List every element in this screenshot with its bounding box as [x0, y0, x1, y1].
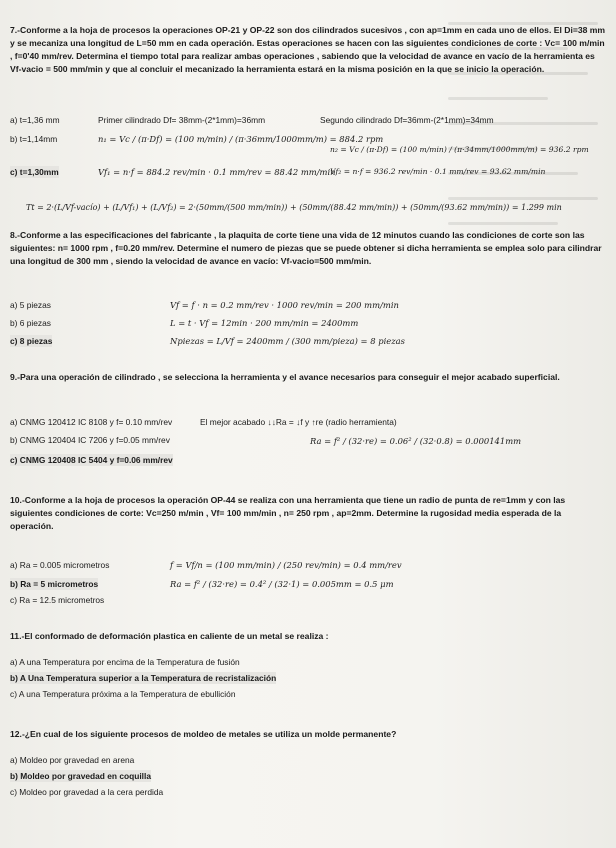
q10-ra-formula: Ra = f² / (32·re) = 0.4² / (32·1) = 0.005mm = 0.5 μm [170, 579, 394, 589]
q9-note: El mejor acabado ↓↓Ra = ↓f y ↑re (radio herramienta) [200, 417, 397, 427]
q11-option-b: b) A Una Temperatura superior a la Temperatura de recristalización [10, 673, 277, 683]
q12-option-c: c) Moldeo por gravedad a la cera perdida [10, 787, 164, 797]
q8-l-formula: L = t · Vf = 12min · 200 mm/min = 2400mm [170, 318, 359, 328]
q12-option-a: a) Moldeo por gravedad en arena [10, 755, 135, 765]
question-10 [10, 494, 606, 537]
question-8-work [10, 299, 606, 355]
q10-option-c: c) Ra = 12.5 micrometros [10, 595, 105, 605]
q7-option-c: c) t=1,30mm [10, 167, 59, 177]
question-9-statement: 9.-Para una operación de cilindrado , se selecciona la herramienta y el avance necesarios para conseguir el mejor acabado superficial. [10, 372, 560, 382]
q7-n2-formula: n₂ = Vc / (π·Df) = (100 m/min) / (π·34mm/1000mm/m) = 936.2 rpm [330, 145, 589, 154]
q7-option-b: b) t=1,14mm [10, 134, 58, 144]
q7-vf1-formula: Vf₁ = n·f = 884.2 rev/min · 0.1 mm/rev = 88.42 mm/min [98, 167, 336, 177]
question-12 [10, 728, 606, 745]
question-12-options [10, 754, 606, 802]
q8-option-c: c) 8 piezas [10, 336, 53, 346]
q7-total-time-formula: Tt = 2·(L/Vf-vacío) + (L/Vf₁) + (L/Vf₂) = 2·(50mm/(500 mm/min)) + (50mm/(88.42 mm/min)) + (50mm/(93.62 mm/min)) = 1.299 min [26, 203, 562, 212]
question-9-work [10, 416, 606, 470]
q8-option-b: b) 6 piezas [10, 318, 51, 328]
question-10-statement: 10.-Conforme a la hoja de procesos la operación OP-44 se realiza con una herramienta que tiene un radio de punta de re=1mm y con las siguientes condiciones de corte: Vc=250 m/min , Vf= 100 mm/min , n= 250 rpm , ap=2mm. Determine la rugosidad media esperada de la operación. [10, 495, 566, 531]
q12-option-b: b) Moldeo por gravedad en coquilla [10, 771, 151, 781]
q11-option-c: c) A una Temperatura próxima a la Temperatura de ebullición [10, 689, 236, 699]
q7-segundo-cilindrado: Segundo cilindrado Df=36mm-(2*1mm)=34mm [320, 115, 494, 125]
q9-option-a: a) CNMG 120412 IC 8108 y f= 0.10 mm/rev [10, 417, 173, 427]
question-7-work [10, 114, 606, 228]
q8-npiezas-formula: Npiezas = L/Vf = 2400mm / (300 mm/pieza) = 8 piezas [170, 336, 405, 346]
q7-vf2-formula: Vf₂ = n·f = 936.2 rev/min · 0.1 mm/rev = 93.62 mm/min [330, 167, 546, 176]
q9-ra-formula: Ra = f² / (32·re) = 0.06² / (32·0.8) = 0.000141mm [310, 436, 522, 446]
q9-option-c: c) CNMG 120408 IC 5404 y f=0.06 mm/rev [10, 455, 173, 465]
question-11 [10, 630, 606, 647]
q8-vf-formula: Vf = f · n = 0.2 mm/rev · 1000 rev/min = 200 mm/min [170, 300, 399, 310]
question-9 [10, 371, 606, 388]
q7-primer-cilindrado: Primer cilindrado Df= 38mm-(2*1mm)=36mm [98, 115, 266, 125]
question-8-statement: 8.-Conforme a las especificaciones del fabricante , la plaquita de corte tiene una vida de 12 minutos cuando las condiciones de corte son las siguientes: n= 1000 rpm , f=0.20 mm/rev. Determine el numero de piezas que se puede obtener si dicha herramienta se emplea solo para cilindrar una longitud de 300 mm , siendo la velocidad de avance en vacío: Vf-vacio=500 mm/min. [10, 230, 602, 266]
question-11-statement: 11.-El conformado de deformación plastica en caliente de un metal se realiza : [10, 631, 329, 641]
q9-option-b: b) CNMG 120404 IC 7206 y f=0.05 mm/rev [10, 435, 170, 445]
q10-option-b: b) Ra = 5 micrometros [10, 579, 99, 589]
question-8 [10, 229, 606, 272]
q11-option-a: a) A una Temperatura por encima de la Temperatura de fusión [10, 657, 240, 667]
question-12-statement: 12.-¿En cual de los siguiente procesos de moldeo de metales se utiliza un molde permanente? [10, 729, 397, 739]
question-7-statement: 7.-Conforme a la hoja de procesos la operaciones OP-21 y OP-22 son dos cilindrados sucesivos , con ap=1mm en cada uno de ellos. El Di=38 mm y se mecaniza una longitud de L=50 mm en cada operación. Estas operaciones se hacen con las siguientes condiciones de corte : Vc= 100 m/min , f=0'40 mm/rev. Determina el tiempo total para realizar ambas operaciones , sabiendo que la velocidad de avance en vacío de la herramienta es Vf-vacio = 500 mm/min y que al concluir el mecanizado la herramienta estará en la misma posición en la que se inicio la operación. [10, 25, 606, 74]
q10-option-a: a) Ra = 0.005 micrometros [10, 560, 110, 570]
q10-f-formula: f = Vf/n = (100 mm/min) / (250 rev/min) = 0.4 mm/rev [170, 560, 402, 570]
question-7 [10, 24, 606, 80]
question-10-work [10, 556, 606, 610]
q7-n1-formula: n₁ = Vc / (π·Df) = (100 m/min) / (π·36mm/1000mm/m) = 884.2 rpm [98, 134, 384, 144]
question-11-options [10, 656, 606, 704]
q7-option-a: a) t=1,36 mm [10, 115, 60, 125]
q8-option-a: a) 5 piezas [10, 300, 51, 310]
